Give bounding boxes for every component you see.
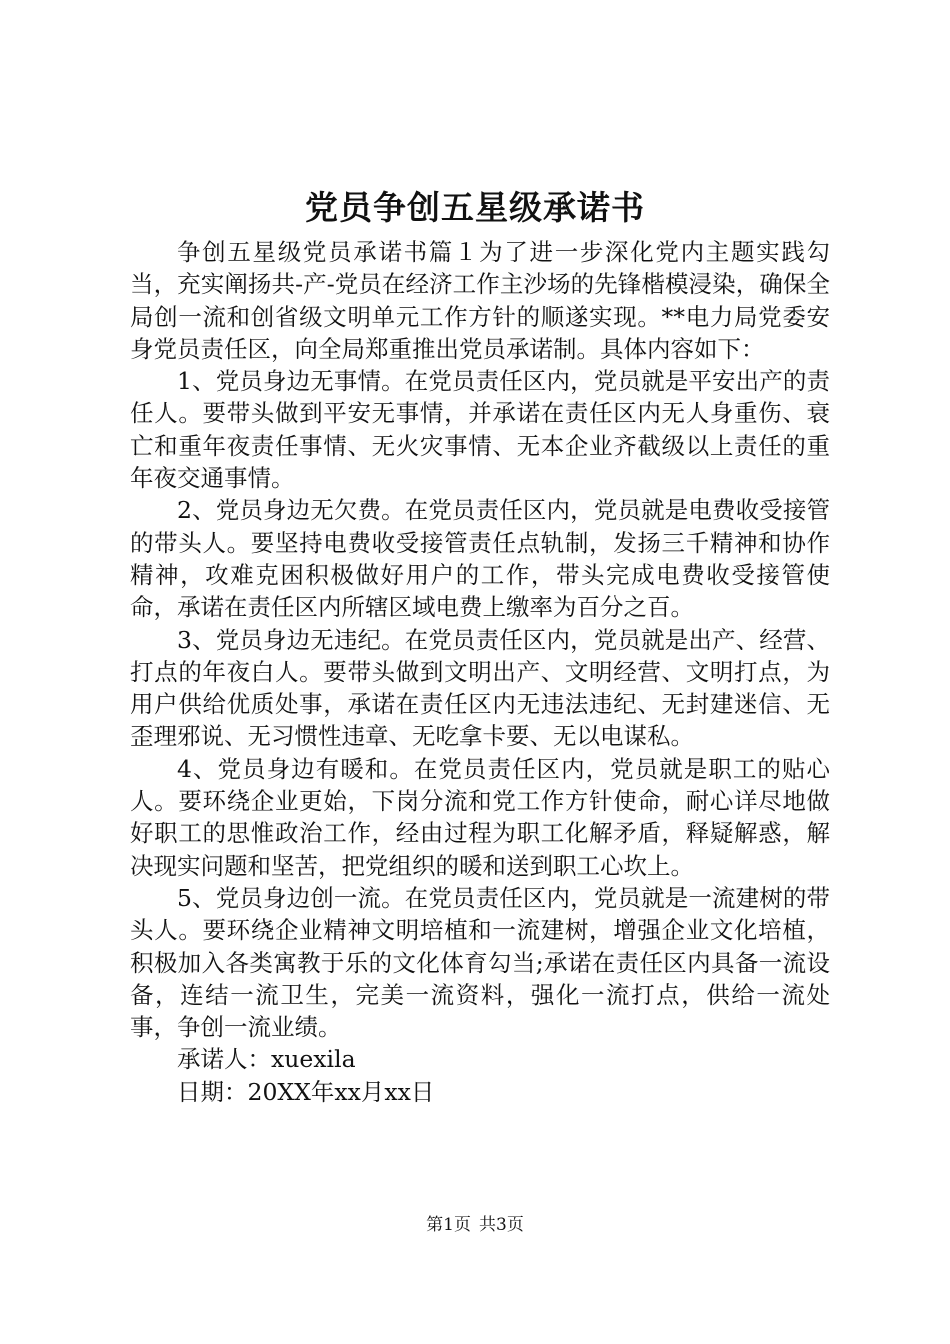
page-footer: [0, 1213, 950, 1237]
commitment-paragraph-1: 1、党员身边无事情。在党员责任区内，党员就是平安出产的责任人。要带头做到平安无事情，并承诺在责任区内无人身重伤、衰亡和重年夜责任事情、无火灾事情、无本企业齐截级以上责任的重年夜交通事情。: [130, 367, 830, 493]
signer-line: 承诺人：xuexila: [177, 1045, 356, 1074]
page-number: 第1页: [426, 1215, 471, 1235]
intro-paragraph: 争创五星级党员承诺书篇１为了进一步深化党内主题实践勾当，充实阐扬共-产-党员在经济工作主沙场的先锋楷模浸染，确保全局创一流和创省级文明单元工作方针的顺遂实现。**电力局党委安身党员责任区，向全局郑重推出党员承诺制。具体内容如下：: [130, 238, 830, 363]
page-total: 共3页: [479, 1215, 524, 1235]
commitment-paragraph-2: 2、党员身边无欠费。在党员责任区内，党员就是电费收受接管的带头人。要坚持电费收受接管责任点轨制，发扬三千精神和协作精神，攻难克困积极做好用户的工作，带头完成电费收受接管使命，承诺在责任区内所辖区域电费上缴率为百分之百。: [130, 496, 830, 622]
document-body: [130, 236, 830, 1108]
commitment-paragraph-4: 4、党员身边有暖和。在党员责任区内，党员就是职工的贴心人。要环绕企业更始，下岗分流和党工作方针使命，耐心详尽地做好职工的思惟政治工作，经由过程为职工化解矛盾，释疑解惑，解决现实问题和坚苦，把党组织的暖和送到职工心坎上。: [130, 754, 830, 880]
document-title: 党员争创五星级承诺书: [305, 188, 645, 227]
date-line: 日期：20XX年xx月xx日: [177, 1077, 435, 1106]
commitment-paragraph-5: 5、党员身边创一流。在党员责任区内，党员就是一流建树的带头人。要环绕企业精神文明培植和一流建树，增强企业文化培植，积极加入各类寓教于乐的文化体育勾当;承诺在责任区内具备一流设备，连结一流卫生，完美一流资料，强化一流打点，供给一流处事，争创一流业绩。: [130, 883, 830, 1042]
commitment-paragraph-3: 3、党员身边无违纪。在党员责任区内，党员就是出产、经营、打点的年夜白人。要带头做到文明出产、文明经营、文明打点，为用户供给优质处事，承诺在责任区内无违法违纪、无封建迷信、无歪理邪说、无习惯性违章、无吃拿卡要、无以电谋私。: [130, 625, 830, 751]
